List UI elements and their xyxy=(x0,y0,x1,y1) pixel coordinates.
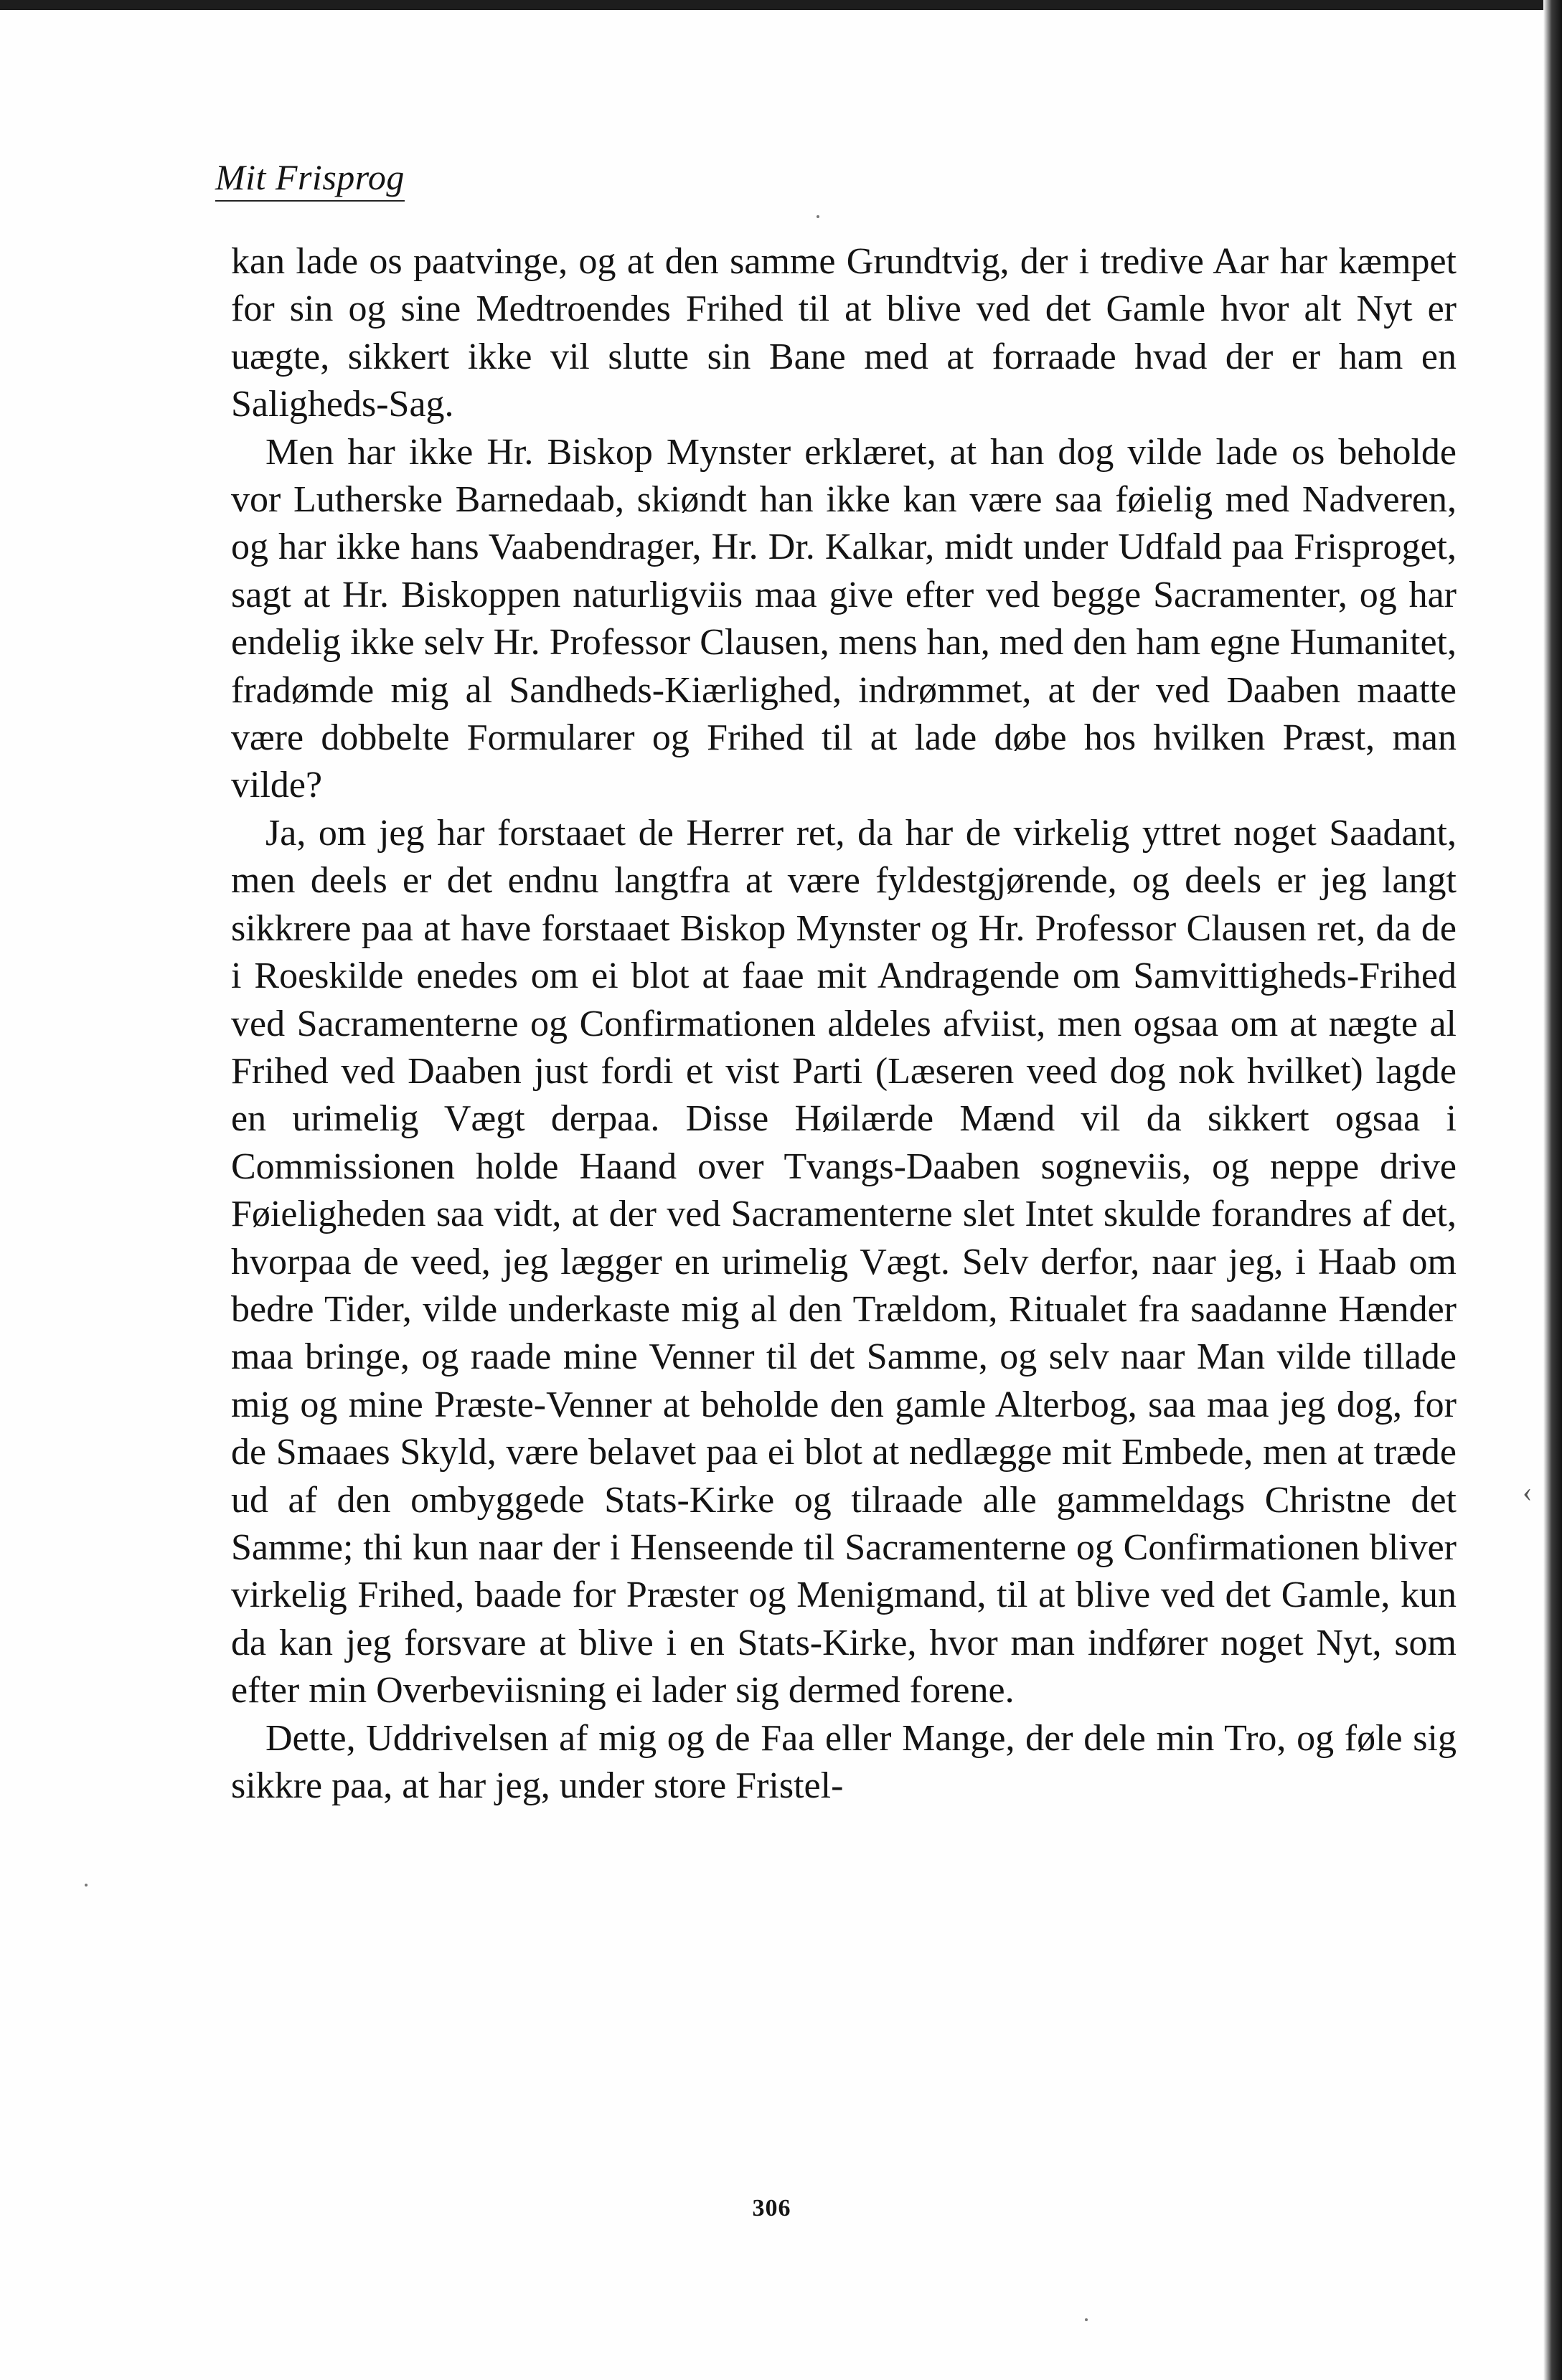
paragraph-4: Dette, Uddrivelsen af mig og de Faa eller Mange, der dele min Tro, og føle sig sikkre paa, at har jeg, under store Fristel- xyxy=(231,1717,1457,1806)
margin-mark: ‹ xyxy=(1523,1475,1533,1508)
scan-top-edge xyxy=(0,0,1562,10)
scan-speck xyxy=(85,1884,88,1886)
paragraph-1: kan lade os paatvinge, og at den samme Grundtvig, der i tredive Aar har kæmpet for sin og sine Medtroendes Frihed til at blive ved det Gamle hvor alt Nyt er uægte, sikkert ikke vil slutte sin Bane med at forraade hvad der er ham en Saligheds-Sag. xyxy=(231,241,1457,425)
running-head: Mit Frisprog xyxy=(215,158,405,202)
scan-speck xyxy=(1085,2318,1088,2321)
scan-right-edge xyxy=(1543,0,1562,2380)
paragraph-3: Ja, om jeg har forstaaet de Herrer ret, da har de virkelig yttret noget Saadant, men deels er det endnu langtfra at være fyldestgjørende, og deels er jeg langt sikkrere paa at have forstaaet Biskop Mynster og Hr. Professor Clausen ret, da de i Roeskilde enedes om ei blot at faae mit Andragende om Samvittigheds-Frihed ved Sacramenterne og Confirmationen aldeles afviist, men ogsaa om at nægte al Frihed ved Daaben just fordi et vist Parti (Læseren veed dog nok hvilket) lagde en urimelig Vægt derpaa. Disse Høilærde Mænd vil da sikkert ogsaa i Commissionen holde Haand over Tvangs-Daaben sogneviis, og neppe drive Føieligheden saa vidt, at der ved Sacramenterne slet Intet skulde forandres af det, hvorpaa de veed, jeg lægger en urimelig Vægt. Selv derfor, naar jeg, i Haab om bedre Tider, vilde underkaste mig al den Trældom, Ritualet fra saadanne Hænder maa bringe, og raade mine Venner til det Samme, og selv naar Man vilde tillade mig og mine Præste-Venner at beholde den gamle Alterbog, saa maa jeg dog, for de Smaaes Skyld, være belavet paa ei blot at nedlægge mit Embede, men at træde ud af den ombyggede Stats-Kirke og tilraade alle gammeldags Christne det Samme; thi kun naar der i Henseende til Sacramenterne og Confirmationen bliver virkelig Frihed, baade for Præster og Menigmand, til at blive ved det Gamle, kun da kan jeg forsvare at blive i en Stats-Kirke, hvor man indfører noget Nyt, som efter min Overbeviisning ei lader sig dermed forene. xyxy=(231,812,1457,1711)
book-page xyxy=(0,10,1543,2380)
page-number: 306 xyxy=(752,2195,791,2221)
scan-speck xyxy=(817,215,819,218)
body-text xyxy=(231,238,1457,1810)
paragraph-2: Men har ikke Hr. Biskop Mynster erklæret, at han dog vilde lade os beholde vor Lutherske Barnedaab, skiøndt han ikke kan være saa føielig med Nadveren, og har ikke hans Vaabendrager, Hr. Dr. Kalkar, midt under Udfald paa Frisproget, sagt at Hr. Biskoppen naturligviis maa give efter ved begge Sacramenter, og har endelig ikke selv Hr. Professor Clausen, mens han, med den ham egne Humanitet, fradømde mig al Sandheds-Kiærlighed, indrømmet, at der ved Daaben maatte være dobbelte Formularer og Frihed til at lade døbe hos hvilken Præst, man vilde? xyxy=(231,431,1457,806)
